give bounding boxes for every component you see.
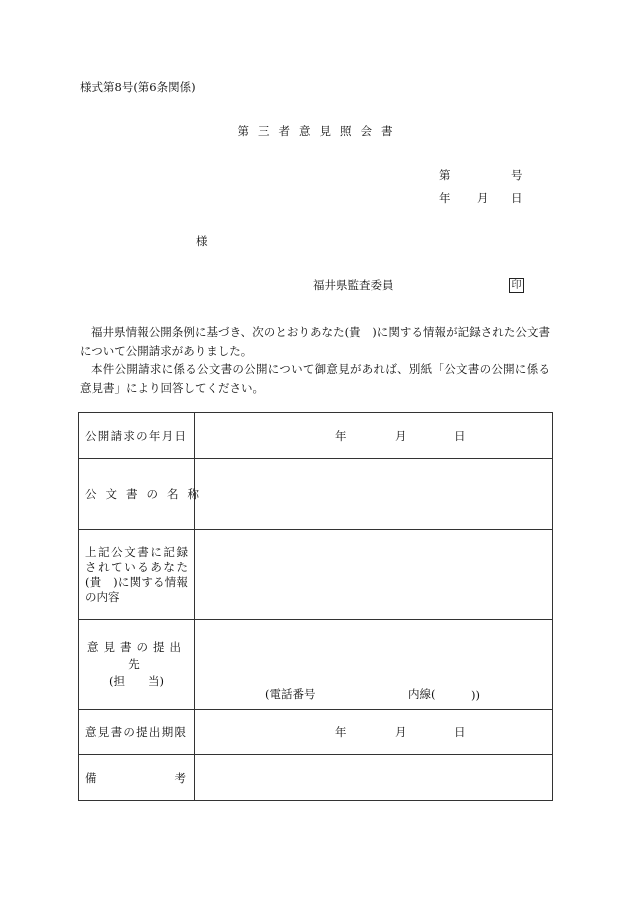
table-row [79, 620, 553, 710]
info-content-value [195, 530, 553, 620]
table-row [79, 530, 553, 620]
phone-number-label: (電話番号 [265, 687, 316, 701]
date-year: 年 [439, 191, 451, 205]
submission-destination-value [195, 620, 553, 710]
date-month: 月 [477, 191, 489, 205]
table-row [79, 459, 553, 530]
body-paragraph-1: 福井県情報公開条例に基づき、次のとおりあなた(貴 )に関する情報が記録された公文書について公開請求がありました。 [80, 325, 550, 358]
table-row [79, 755, 553, 801]
request-date-label-text: 公 開 請 求 の 年 月 日 [85, 428, 186, 443]
submission-destination-label [79, 620, 195, 710]
deadline-year: 年 [335, 725, 347, 739]
remarks-label-text [85, 770, 188, 786]
table-row [79, 413, 553, 459]
submission-destination-label-line2: (担 当) [109, 674, 164, 688]
number-suffix: 号 [511, 168, 523, 182]
extension-label: 内線( [408, 687, 436, 701]
deadline-month: 月 [395, 725, 407, 739]
request-date-label [79, 413, 195, 459]
body-paragraph-2: 本件公開請求に係る公文書の公開について御意見があれば、別紙「公文書の公開に係る意見書」により回答してください。 [80, 362, 550, 395]
submission-destination-label-line1: 意見書の提出先 [87, 640, 186, 671]
info-content-label [79, 530, 195, 620]
body-text [80, 323, 550, 397]
inquiry-table [78, 412, 553, 801]
request-date-month: 月 [395, 428, 407, 443]
date-day: 日 [511, 191, 523, 205]
document-name-value [195, 459, 553, 530]
remarks-label [79, 755, 195, 801]
deadline-label-text: 意 見 書 の 提 出 期 限 [85, 725, 186, 739]
document-name-label-text: 公 文 書 の 名 称 [85, 487, 208, 501]
seal-mark: 印 [509, 278, 524, 293]
closing-parentheses: )) [471, 688, 480, 702]
deadline-day: 日 [454, 725, 466, 739]
table-row [79, 710, 553, 755]
remarks-value [195, 755, 553, 801]
request-date-year: 年 [335, 428, 347, 443]
number-prefix: 第 [439, 168, 451, 182]
request-date-value [195, 413, 553, 459]
document-name-label [79, 459, 208, 530]
info-content-label-text: 上記公文書に記録されているあなた(貴 )に関する情報の内容 [85, 544, 188, 604]
request-date-day: 日 [454, 428, 466, 443]
deadline-value [195, 710, 553, 755]
addressee-honorific: 様 [196, 234, 208, 248]
remarks-label-left: 備 [85, 770, 97, 785]
remarks-label-right: 考 [174, 770, 186, 785]
document-title: 第三者意見照会書 [237, 124, 402, 138]
sender-name: 福井県監査委員 [313, 278, 394, 292]
form-reference: 様式第8号(第6条関係) [80, 80, 196, 94]
deadline-label [79, 710, 195, 755]
